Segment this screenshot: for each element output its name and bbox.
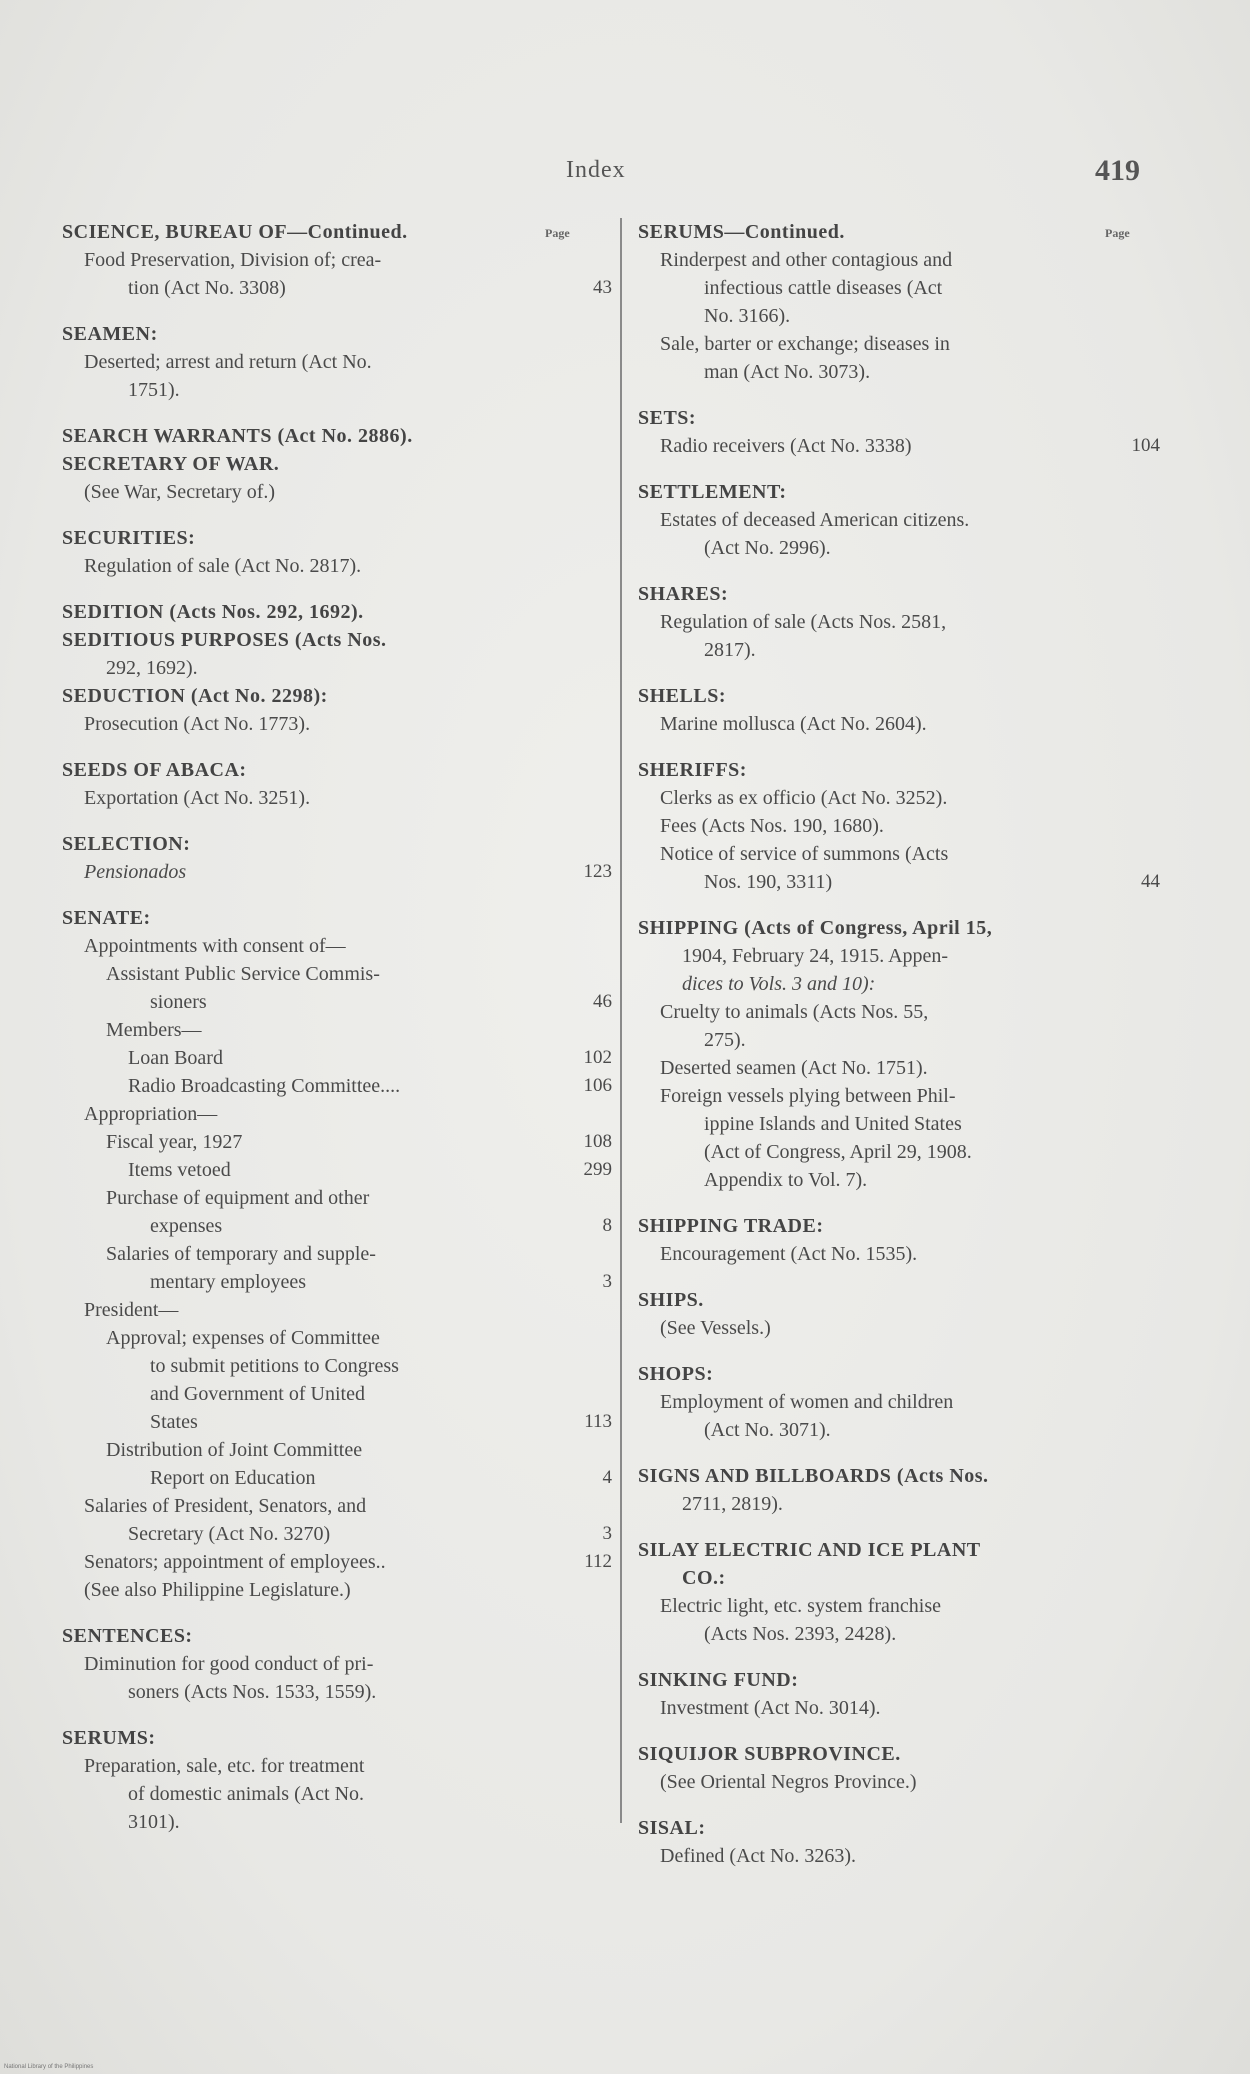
index-subentry <box>62 1752 612 1780</box>
page-reference: 123 <box>583 861 612 882</box>
entry-text: SINKING FUND: <box>638 1669 799 1691</box>
entry-text: Food Preservation, Division of; crea- <box>84 249 382 271</box>
entry-text: SERUMS: <box>62 1727 156 1749</box>
entry-text: Loan Board <box>128 1047 223 1069</box>
entry-text: Cruelty to animals (Acts Nos. 55, <box>660 1001 929 1023</box>
index-heading <box>638 1666 1160 1694</box>
index-subentry <box>638 506 1160 534</box>
entry-text: (Acts Nos. 2393, 2428). <box>704 1623 897 1645</box>
entry-spacer <box>638 1342 1160 1360</box>
index-subentry <box>62 1408 612 1436</box>
entry-text: SHELLS: <box>638 685 726 707</box>
entry-text: SENATE: <box>62 907 151 929</box>
entry-spacer <box>638 1444 1160 1462</box>
entry-text: Sale, barter or exchange; diseases in <box>660 333 950 355</box>
index-heading <box>62 830 612 858</box>
entry-text: tion (Act No. 3308) <box>128 277 286 299</box>
entry-text: Appropriation— <box>84 1103 218 1125</box>
entry-text: CO.: <box>682 1567 726 1589</box>
entry-text: Regulation of sale (Acts Nos. 2581, <box>660 611 947 633</box>
entry-text: Diminution for good conduct of pri- <box>84 1653 374 1675</box>
index-column-right <box>638 218 1160 1870</box>
entry-text: 275). <box>704 1029 746 1051</box>
index-subentry <box>638 812 1160 840</box>
page-reference: 3 <box>602 1523 612 1544</box>
index-subentry <box>62 1156 612 1184</box>
index-heading <box>638 1462 1160 1490</box>
entry-text: infectious cattle diseases (Act <box>704 277 943 299</box>
index-heading <box>62 422 612 450</box>
page-reference: 44 <box>1141 871 1160 892</box>
index-subentry <box>62 1016 612 1044</box>
entry-text: (See also Philippine Legislature.) <box>84 1579 351 1601</box>
entry-spacer <box>638 1268 1160 1286</box>
page-reference: 4 <box>602 1467 612 1488</box>
entry-spacer <box>62 886 612 904</box>
entry-text: SENTENCES: <box>62 1625 193 1647</box>
entry-text: (See Vessels.) <box>660 1317 771 1339</box>
index-subentry <box>638 1490 1160 1518</box>
index-subentry <box>638 608 1160 636</box>
entry-spacer <box>62 506 612 524</box>
entry-text: (Act No. 2996). <box>704 537 831 559</box>
entry-text: (Act No. 3071). <box>704 1419 831 1441</box>
index-subentry <box>62 376 612 404</box>
index-subentry <box>638 1592 1160 1620</box>
entry-spacer <box>62 580 612 598</box>
entry-text: Items vetoed <box>128 1159 231 1181</box>
entry-text: Approval; expenses of Committee <box>106 1327 380 1349</box>
index-subentry <box>638 534 1160 562</box>
index-subentry <box>62 348 612 376</box>
entry-text: No. 3166). <box>704 305 791 327</box>
index-subentry <box>638 274 1160 302</box>
entry-spacer <box>638 1518 1160 1536</box>
index-subentry <box>638 1138 1160 1166</box>
index-subentry <box>638 1082 1160 1110</box>
entry-text: Radio receivers (Act No. 3338) <box>660 435 912 457</box>
index-heading <box>62 218 612 246</box>
entry-text: (See Oriental Negros Province.) <box>660 1771 917 1793</box>
entry-text: of domestic animals (Act No. <box>128 1783 365 1805</box>
index-heading <box>62 1724 612 1752</box>
entry-text: President— <box>84 1299 179 1321</box>
index-heading <box>62 682 612 710</box>
entry-text: Appointments with consent of— <box>84 935 346 957</box>
entry-spacer <box>638 1722 1160 1740</box>
entry-text: 2711, 2819). <box>682 1493 783 1515</box>
entry-text: SERUMS—Continued. <box>638 221 845 243</box>
entry-text: SHIPS. <box>638 1289 704 1311</box>
index-subentry <box>638 636 1160 664</box>
index-subentry <box>638 1054 1160 1082</box>
entry-text: Investment (Act No. 3014). <box>660 1697 881 1719</box>
index-subentry <box>62 1296 612 1324</box>
entry-text: Appendix to Vol. 7). <box>704 1169 868 1191</box>
entry-spacer <box>62 302 612 320</box>
page-reference: 46 <box>593 991 612 1012</box>
page-reference: 108 <box>583 1131 612 1152</box>
entry-text: SELECTION: <box>62 833 191 855</box>
index-subentry <box>62 274 612 302</box>
entry-text: Deserted; arrest and return (Act No. <box>84 351 372 373</box>
entry-text: SEDITION (Acts Nos. 292, 1692). <box>62 601 364 623</box>
index-heading <box>638 1814 1160 1842</box>
index-subentry <box>62 1464 612 1492</box>
entry-text: Encouragement (Act No. 1535). <box>660 1243 918 1265</box>
entry-text: Senators; appointment of employees.. <box>84 1551 386 1573</box>
index-heading <box>638 914 1160 942</box>
index-heading <box>638 1740 1160 1768</box>
entry-text: Rinderpest and other contagious and <box>660 249 953 271</box>
index-subentry <box>638 942 1160 970</box>
index-subentry <box>62 1072 612 1100</box>
index-subentry <box>62 1808 612 1836</box>
entry-spacer <box>638 896 1160 914</box>
index-subentry <box>638 302 1160 330</box>
page-reference: 299 <box>583 1159 612 1180</box>
index-subentry <box>62 1212 612 1240</box>
entry-text: SILAY ELECTRIC AND ICE PLANT <box>638 1539 981 1561</box>
entry-text: 3101). <box>128 1811 180 1833</box>
entry-text: (Act of Congress, April 29, 1908. <box>704 1141 972 1163</box>
entry-text: SHIPPING (Acts of Congress, April 15, <box>638 917 993 939</box>
entry-text: States <box>150 1411 198 1433</box>
index-subentry <box>638 1166 1160 1194</box>
index-subentry <box>62 960 612 988</box>
entry-text: SETS: <box>638 407 697 429</box>
entry-text: SIGNS AND BILLBOARDS (Acts Nos. <box>638 1465 989 1487</box>
entry-text: and Government of United <box>150 1383 365 1405</box>
index-subentry <box>62 478 612 506</box>
index-subentry <box>62 1436 612 1464</box>
page-number: 419 <box>1095 154 1140 187</box>
index-subentry <box>638 1842 1160 1870</box>
index-subentry <box>62 1678 612 1706</box>
index-heading <box>638 218 1160 246</box>
index-subentry <box>62 1520 612 1548</box>
entry-text: SECRETARY OF WAR. <box>62 453 280 475</box>
index-subentry <box>62 1128 612 1156</box>
index-subentry <box>62 1100 612 1128</box>
index-subentry <box>62 858 612 886</box>
entry-text: Marine mollusca (Act No. 2604). <box>660 713 927 735</box>
entry-text: Distribution of Joint Committee <box>106 1439 363 1461</box>
index-subentry <box>638 1768 1160 1796</box>
index-subentry <box>62 1576 612 1604</box>
index-subentry <box>62 1240 612 1268</box>
entry-text: Preparation, sale, etc. for treatment <box>84 1755 365 1777</box>
entry-text: Defined (Act No. 3263). <box>660 1845 857 1867</box>
index-subentry <box>62 784 612 812</box>
entry-text: Fees (Acts Nos. 190, 1680). <box>660 815 884 837</box>
index-subentry <box>638 970 1160 998</box>
entry-text: Nos. 190, 3311) <box>704 871 833 893</box>
index-subentry <box>638 784 1160 812</box>
page-column-label-left: Page <box>545 226 570 240</box>
entry-text: Assistant Public Service Commis- <box>106 963 380 985</box>
index-heading <box>62 524 612 552</box>
entry-text: Purchase of equipment and other <box>106 1187 370 1209</box>
entry-text: SISAL: <box>638 1817 706 1839</box>
entry-text: 1904, February 24, 1915. Appen- <box>682 945 949 967</box>
index-heading <box>62 320 612 348</box>
index-heading <box>638 1360 1160 1388</box>
entry-text: 1751). <box>128 379 180 401</box>
entry-text: Estates of deceased American citizens. <box>660 509 970 531</box>
index-subentry <box>638 246 1160 274</box>
entry-text: SECURITIES: <box>62 527 196 549</box>
index-subentry <box>62 1044 612 1072</box>
entry-spacer <box>638 1796 1160 1814</box>
index-subentry <box>638 358 1160 386</box>
entry-text: (See War, Secretary of.) <box>84 481 276 503</box>
index-subentry <box>638 1416 1160 1444</box>
entry-text: SEDUCTION (Act No. 2298): <box>62 685 328 707</box>
entry-text: 292, 1692). <box>106 657 198 679</box>
index-subentry <box>638 1694 1160 1722</box>
entry-text: Salaries of temporary and supple- <box>106 1243 376 1265</box>
index-heading <box>638 1286 1160 1314</box>
entry-text: Deserted seamen (Act No. 1751). <box>660 1057 928 1079</box>
entry-spacer <box>62 812 612 830</box>
entry-spacer <box>62 404 612 422</box>
index-subentry <box>62 1324 612 1352</box>
index-heading <box>638 404 1160 432</box>
page-reference: 43 <box>593 277 612 298</box>
index-subentry <box>638 1240 1160 1268</box>
page-reference: 113 <box>584 1411 612 1432</box>
running-head: Index <box>566 157 626 183</box>
entry-text: ippine Islands and United States <box>704 1113 962 1135</box>
entry-text: SETTLEMENT: <box>638 481 787 503</box>
entry-text: SHARES: <box>638 583 729 605</box>
index-heading <box>62 756 612 784</box>
entry-text: SEARCH WARRANTS (Act No. 2886). <box>62 425 413 447</box>
index-heading <box>62 904 612 932</box>
index-subentry <box>638 710 1160 738</box>
index-subentry <box>638 840 1160 868</box>
entry-text: dices to Vols. 3 and 10): <box>682 973 876 995</box>
index-heading <box>638 1212 1160 1240</box>
entry-text: SHIPPING TRADE: <box>638 1215 824 1237</box>
index-heading <box>638 682 1160 710</box>
page-reference: 106 <box>583 1075 612 1096</box>
index-subentry <box>638 868 1160 896</box>
index-subentry <box>638 1110 1160 1138</box>
entry-text: SHERIFFS: <box>638 759 747 781</box>
index-subentry <box>638 998 1160 1026</box>
entry-text: to submit petitions to Congress <box>150 1355 399 1377</box>
entry-text: Members— <box>106 1019 202 1041</box>
page-reference: 112 <box>584 1551 612 1572</box>
entry-text: Fiscal year, 1927 <box>106 1131 243 1153</box>
index-heading <box>62 598 612 626</box>
entry-text: Pensionados <box>84 861 187 883</box>
entry-text: soners (Acts Nos. 1533, 1559). <box>128 1681 377 1703</box>
index-subentry <box>62 1380 612 1408</box>
entry-spacer <box>638 1194 1160 1212</box>
index-subentry <box>62 1492 612 1520</box>
index-heading <box>638 1536 1160 1564</box>
index-subentry <box>62 710 612 738</box>
index-heading <box>638 580 1160 608</box>
entry-text: Prosecution (Act No. 1773). <box>84 713 311 735</box>
entry-text: SEDITIOUS PURPOSES (Acts Nos. <box>62 629 387 651</box>
column-divider <box>620 218 622 1823</box>
index-subentry <box>62 654 612 682</box>
index-subentry <box>638 1314 1160 1342</box>
entry-text: Clerks as ex officio (Act No. 3252). <box>660 787 948 809</box>
page-column-label-right: Page <box>1105 226 1130 240</box>
index-subentry <box>638 330 1160 358</box>
index-heading <box>62 1622 612 1650</box>
entry-text: Employment of women and children <box>660 1391 954 1413</box>
index-heading <box>62 450 612 478</box>
index-subentry <box>62 246 612 274</box>
index-subentry <box>62 1548 612 1576</box>
index-subentry <box>62 1268 612 1296</box>
entry-spacer <box>638 664 1160 682</box>
entry-text: SEEDS OF ABACA: <box>62 759 247 781</box>
entry-spacer <box>638 386 1160 404</box>
index-subentry <box>638 1620 1160 1648</box>
index-subentry <box>62 1780 612 1808</box>
entry-spacer <box>638 460 1160 478</box>
entry-text: Report on Education <box>150 1467 316 1489</box>
footer-credit: National Library of the Philippines <box>4 2064 94 2070</box>
page-reference: 102 <box>583 1047 612 1068</box>
index-heading <box>638 1564 1160 1592</box>
entry-spacer <box>62 1706 612 1724</box>
entry-spacer <box>638 562 1160 580</box>
index-subentry <box>638 432 1160 460</box>
index-subentry <box>62 1650 612 1678</box>
entry-text: Foreign vessels plying between Phil- <box>660 1085 956 1107</box>
index-subentry <box>638 1388 1160 1416</box>
index-subentry <box>62 988 612 1016</box>
index-subentry <box>62 552 612 580</box>
page-reference: 3 <box>602 1271 612 1292</box>
entry-spacer <box>638 738 1160 756</box>
index-heading <box>62 626 612 654</box>
entry-text: SHOPS: <box>638 1363 714 1385</box>
page-reference: 8 <box>602 1215 612 1236</box>
entry-text: Radio Broadcasting Committee.... <box>128 1075 401 1097</box>
index-subentry <box>62 1184 612 1212</box>
page-reference: 104 <box>1131 435 1160 456</box>
entry-text: Regulation of sale (Act No. 2817). <box>84 555 362 577</box>
index-heading <box>638 756 1160 784</box>
entry-text: sioners <box>150 991 207 1013</box>
index-heading <box>638 478 1160 506</box>
entry-spacer <box>62 1604 612 1622</box>
entry-text: Electric light, etc. system franchise <box>660 1595 942 1617</box>
entry-text: Secretary (Act No. 3270) <box>128 1523 331 1545</box>
entry-text: expenses <box>150 1215 223 1237</box>
entry-spacer <box>62 738 612 756</box>
entry-text: 2817). <box>704 639 756 661</box>
entry-spacer <box>638 1648 1160 1666</box>
entry-text: Salaries of President, Senators, and <box>84 1495 367 1517</box>
index-subentry <box>62 1352 612 1380</box>
entry-text: mentary employees <box>150 1271 307 1293</box>
index-column-left <box>62 218 612 1836</box>
entry-text: SCIENCE, BUREAU OF—Continued. <box>62 221 408 243</box>
entry-text: SEAMEN: <box>62 323 158 345</box>
index-subentry <box>638 1026 1160 1054</box>
entry-text: Exportation (Act No. 3251). <box>84 787 311 809</box>
entry-text: man (Act No. 3073). <box>704 361 871 383</box>
index-subentry <box>62 932 612 960</box>
entry-text: SIQUIJOR SUBPROVINCE. <box>638 1743 901 1765</box>
entry-text: Notice of service of summons (Acts <box>660 843 949 865</box>
